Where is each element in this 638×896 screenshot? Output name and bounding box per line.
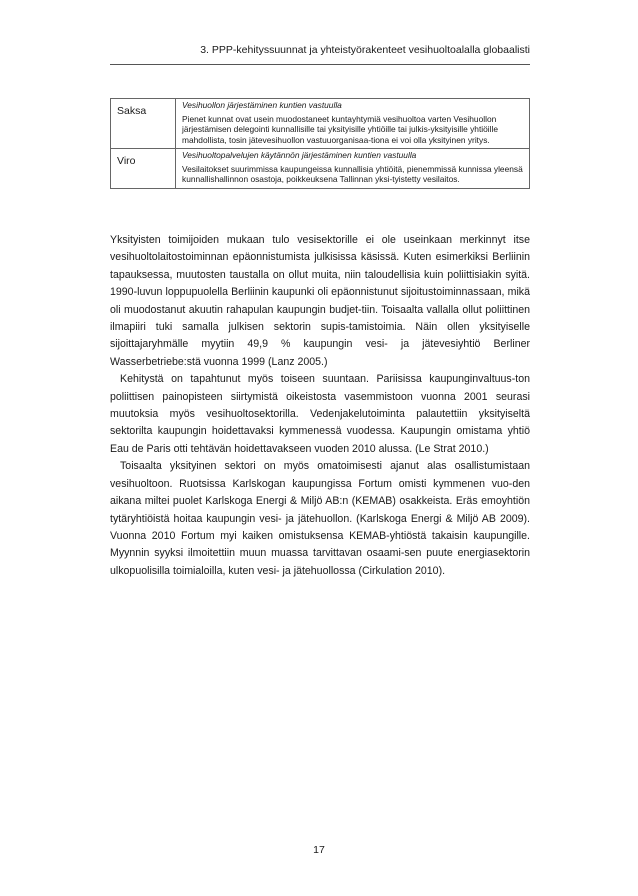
running-header: 3. PPP-kehityssuunnat ja yhteistyörakenteet vesihuoltoalalla globaalisti [200,44,530,56]
body-text [110,232,530,580]
description-text: Vesilaitokset suurimmissa kaupungeissa kunnallisia yhtiöitä, pienemmissä kunnissa yleensä kunnallishallinnon osastoja, poikkeuksena Tallinnan yksi-tyistetty vesilaitos. [182,163,523,184]
paragraph: Kehitystä on tapahtunut myös toiseen suuntaan. Pariisissa kaupunginvaltuus-ton poliittisen painopisteen siirtymistä oikeistosta vasemmistoon vuonna 2001 seurasi muutoksia myös vesihuoltosektorilla. Vedenjakelutoiminta palautettiin yksityiseltä sektorilta kaupungin hoidettavaksi kymmenessä vuodessa. Kaupungin omistama yhtiö Eau de Paris otti tehtävän hoidettavakseen vuoden 2010 alussa. (Le Strat 2010.) [110,373,530,455]
country-comparison-table [110,98,530,189]
description-heading: Vesihuoltopalvelujen käytännön järjestäminen kuntien vastuulla [182,150,417,160]
paragraph: Yksityisten toimijoiden mukaan tulo vesisektorille ei ole useinkaan merkinnyt itse vesihuoltolaitostoiminnan epäonnistumista julkisissa käsissä. Kuten esimerkiksi Berliinin tapauksessa, muutosten taustalla on ollut muita, niin taloudellisia kuin poliittisiakin syitä. 1990-luvun loppupuolella Berliinin kaupunki oli epäonnistunut sijoitustoiminnassaan, mikä oli muodostanut akuutin rahapulan kaupungin budjet-tiin. Toisaalta vallalla ollut poliittinen ilmapiiri tuki samalla julkisen sektorin supis-tamistoimia. Näin ollen yksityiselle sijoittajaryhmälle myytiin 49,9 % kaupungin vesi- ja jätevesiyhtiö Berliner Wasserbetriebe:stä vuonna 1999 (Lanz 2005.) [110,234,530,368]
table-row [111,149,530,189]
page-number: 17 [313,844,325,856]
country-cell: Viro [111,149,176,189]
header-rule [110,64,530,65]
country-cell: Saksa [111,99,176,149]
description-text: Pienet kunnat ovat usein muodostaneet kuntayhtymiä vesihuoltoa varten Vesihuollon järjestämisen delegointi kunnallisille tai yksityisille yhtiöille tai julkis-yksityisille yhtiöille mahdollista, tosin jätevesihuollon vastuuorganisaa-tiona ei voi olla yksityinen yritys. [182,113,499,145]
description-cell [176,99,530,149]
description-cell [176,149,530,189]
paragraph: Toisaalta yksityinen sektori on myös omatoimisesti ajanut alas osallistumistaan vesihuoltoon. Ruotsissa Karlskogan kaupungissa Fortum omisti kymmenen vuo-den aikana miltei puolet Karlskoga Energi & Miljö AB:n (KEMAB) osakkeista. Eräs emoyhtiön tytäryhtiöistä hoitaa kaupungin vesi- ja jätehuollon. (Karlskoga Energi & Miljö AB 2009). Vuonna 2010 Fortum myi kaiken omistuksensa KEMAB-yhtiöstä takaisin kaupungille. Myynnin syyksi ilmoitettiin muun muassa tarvittavan osaami-sen puute energiasektorin ulkopuolisilla toimialoilla, kuten vesi- ja jätehuollossa (Cirkulation 2010). [110,460,530,577]
description-heading: Vesihuollon järjestäminen kuntien vastuulla [182,100,342,110]
table-row [111,99,530,149]
